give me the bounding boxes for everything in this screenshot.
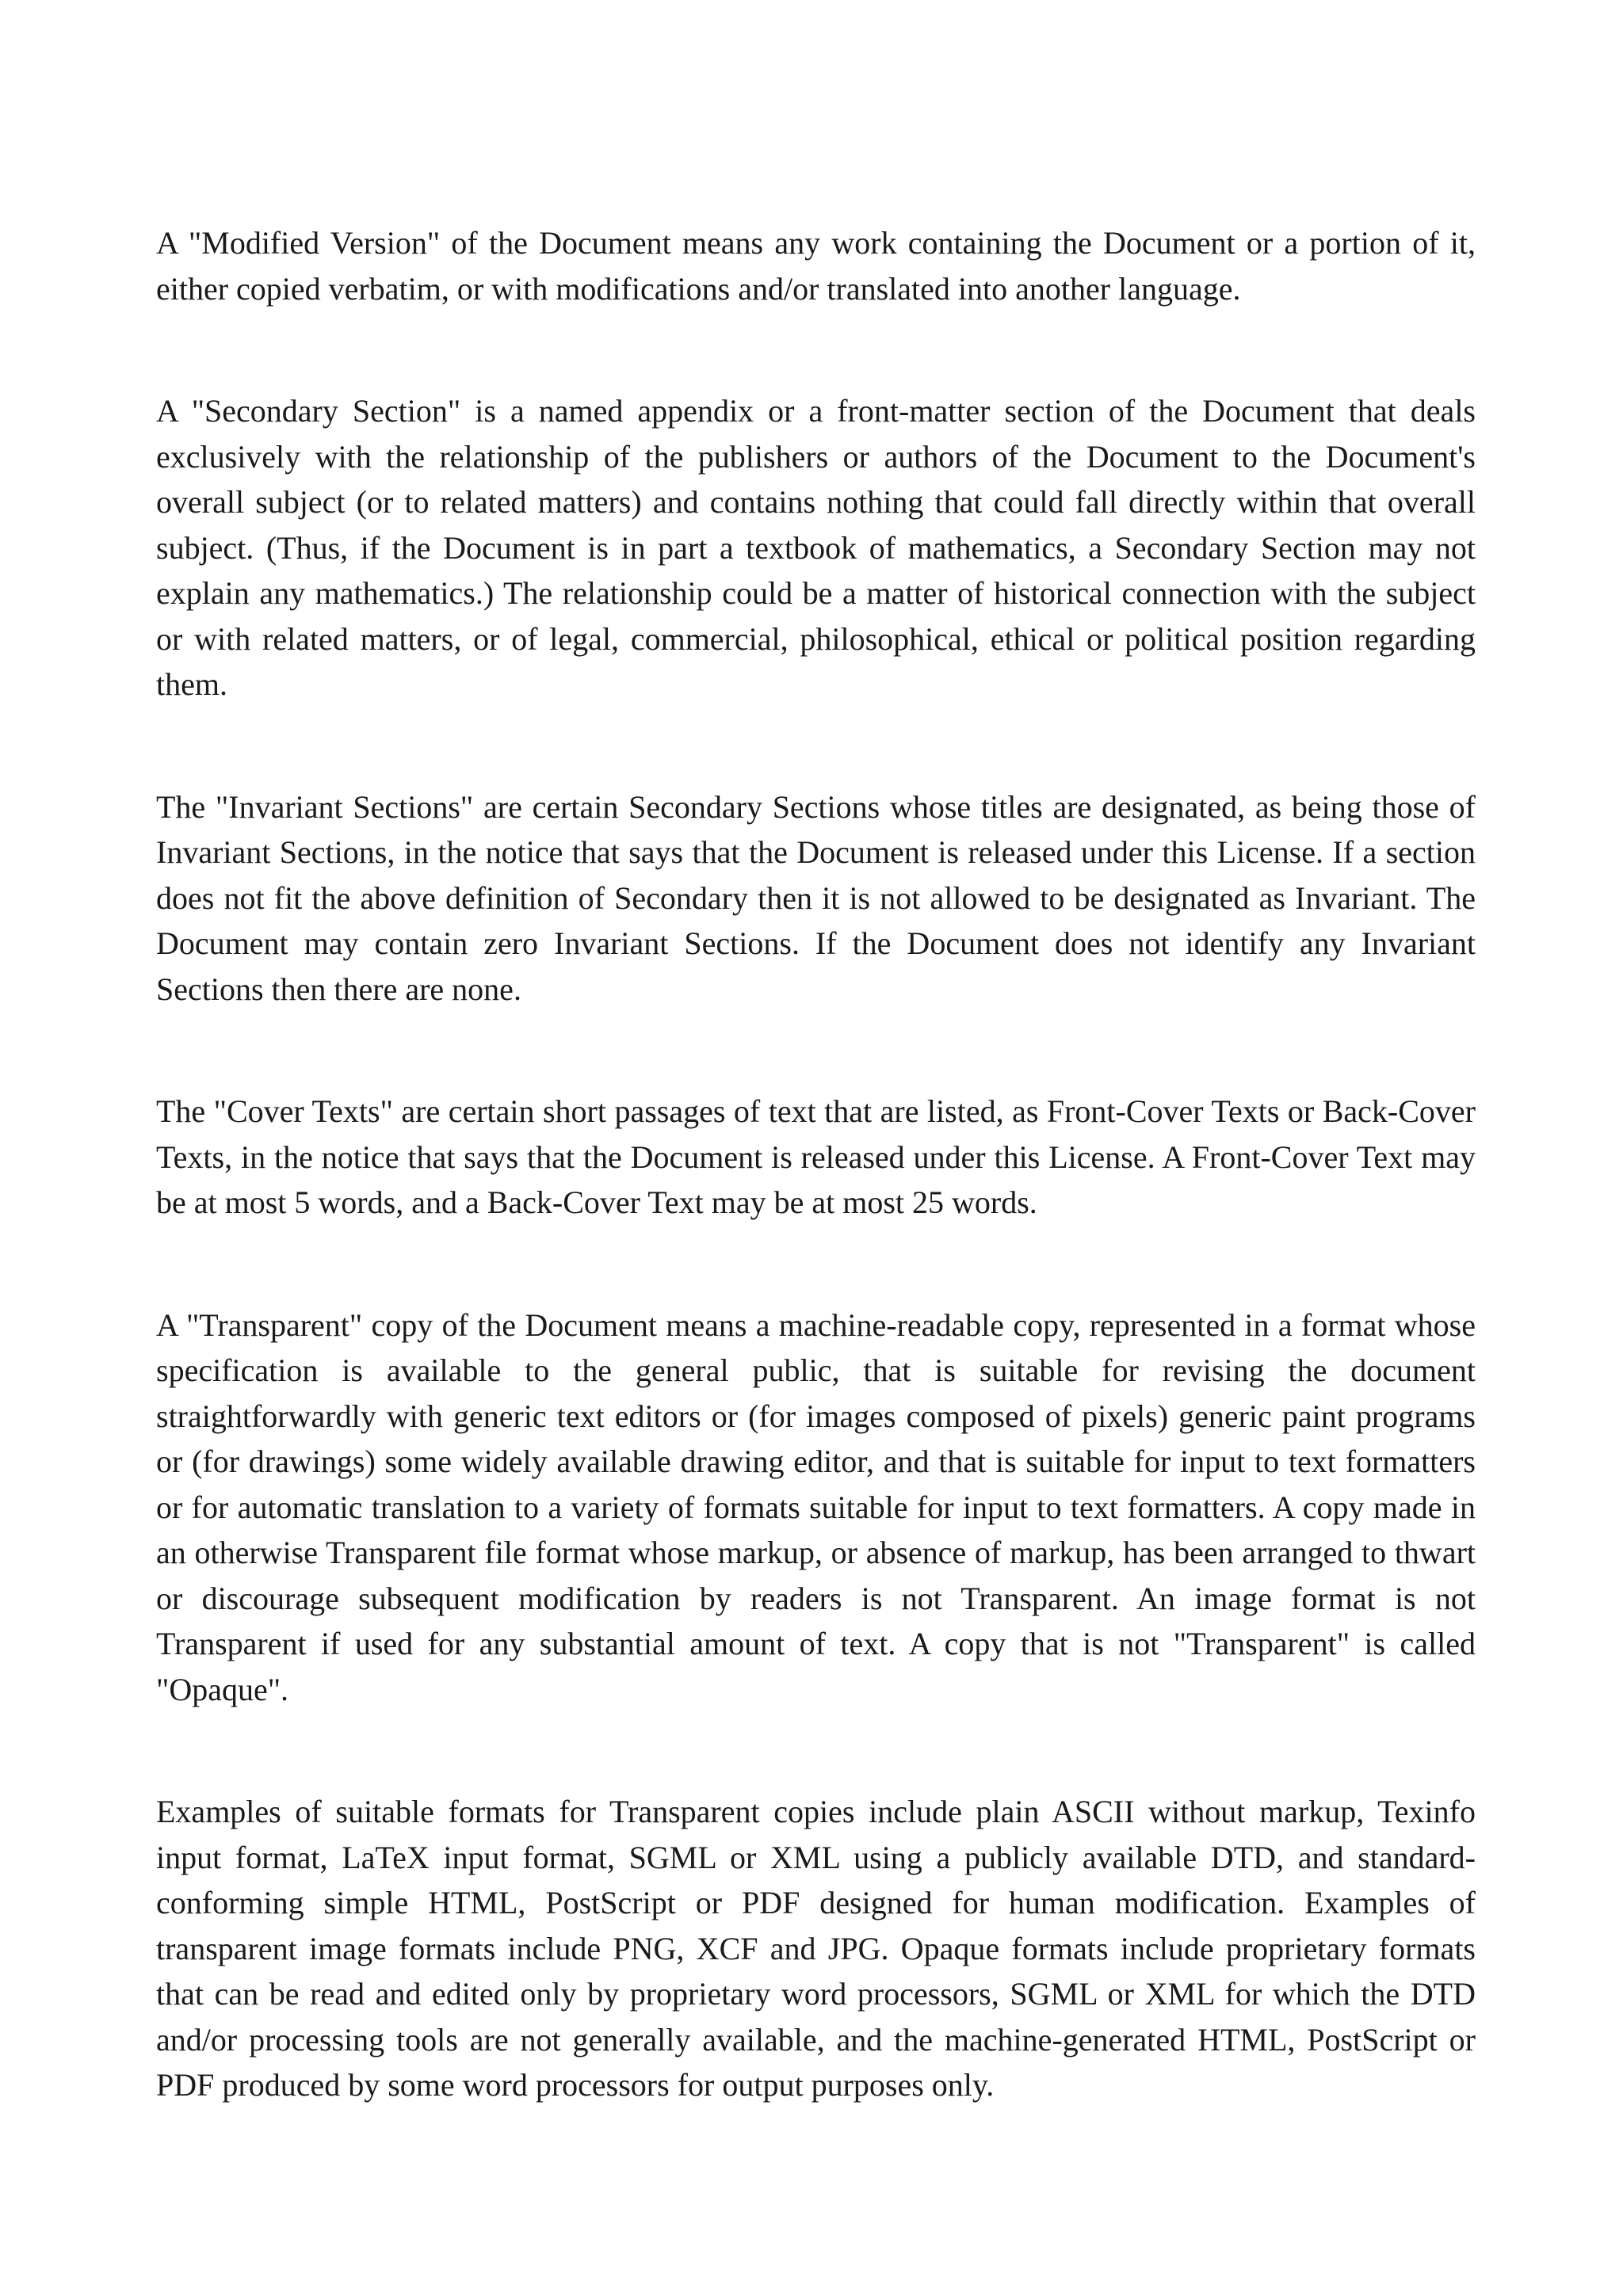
paragraph-cover-texts: The "Cover Texts" are certain short passages of text that are listed, as Front-Cover Texts or Back-Cover Texts, in the notice that says that the Document is released under this License. A Front-Cover Text may be at most 5 words, and a Back-Cover Text may be at most 25 words. [156,1093,1476,1220]
paragraph-invariant-sections: The "Invariant Sections" are certain Secondary Sections whose titles are designated, as being those of Invariant Sections, in the notice that says that the Document is released under this License. If a section does not fit the above definition of Secondary then it is not allowed to be designated as Invariant. The Document may contain zero Invariant Sections. If the Document does not identify any Invariant Sections then there are none. [156,788,1476,1007]
paragraph-modified-version: A "Modified Version" of the Document means any work containing the Document or a portion of it, either copied verbatim, or with modifications and/or translated into another language. [156,225,1476,307]
paragraph-secondary-section: A "Secondary Section" is a named appendix or a front-matter section of the Document that deals exclusively with the relationship of the publishers or authors of the Document to the Document's overall subject (or to related matters) and contains nothing that could fall directly within that overall subject. (Thus, if the Document is in part a textbook of mathematics, a Secondary Section may not explain any mathematics.) The relationship could be a matter of historical connection with the subject or with related matters, or of legal, commercial, philosophical, ethical or political position regarding them. [156,393,1476,702]
paragraph-format-examples: Examples of suitable formats for Transparent copies include plain ASCII without markup, Texinfo input format, LaTeX input format, SGML or XML using a publicly available DTD, and standard-conforming simple HTML, PostScript or PDF designed for human modification. Examples of transparent image formats include PNG, XCF and JPG. Opaque formats include proprietary formats that can be read and edited only by proprietary word processors, SGML or XML for which the DTD and/or processing tools are not generally available, and the machine-generated HTML, PostScript or PDF produced by some word processors for output purposes only. [156,1794,1476,2103]
document-body [156,220,1476,2108]
paragraph-transparent-copy: A "Transparent" copy of the Document means a machine-readable copy, represented in a format whose specification is available to the general public, that is suitable for revising the document straightforwardly with generic text editors or (for images composed of pixels) generic paint programs or (for drawings) some widely available drawing editor, and that is suitable for input to text formatters or for automatic translation to a variety of formats suitable for input to text formatters. A copy made in an otherwise Transparent file format whose markup, or absence of markup, has been arranged to thwart or discourage subsequent modification by readers is not Transparent. An image format is not Transparent if used for any substantial amount of text. A copy that is not "Transparent" is called "Opaque". [156,1306,1476,1707]
